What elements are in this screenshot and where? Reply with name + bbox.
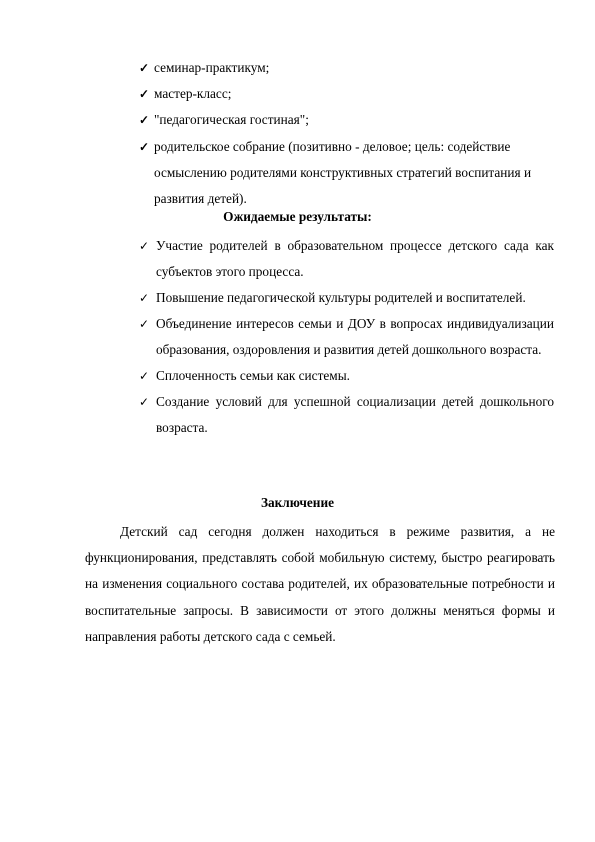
checkmark-icon: ✓ (139, 395, 150, 409)
list-item-text: Участие родителей в образовательном процессе детского сада как субъектов этого процесса. (156, 238, 554, 279)
list-item-text: Создание условий для успешной социализации детей дошкольного возраста. (156, 394, 554, 435)
list-item-text: родительское собрание (позитивно - деловое; цель: содействие осмыслению родителями конструктивных стратегий воспитания и развития детей). (154, 138, 532, 207)
checkmark-icon: ✓ (139, 239, 150, 253)
checkmark-icon: ✓ (139, 113, 150, 128)
checkmark-icon: ✓ (139, 61, 150, 75)
list-item-text: "педагогическая гостиная"; (154, 112, 309, 128)
checkmark-icon: ✓ (139, 317, 150, 331)
checkmark-icon: ✓ (139, 139, 150, 154)
checkmark-icon: ✓ (139, 291, 150, 305)
conclusion-paragraph: Детский сад сегодня должен находиться в режиме развития, а не функционирования, представлять собой мобильную систему, быстро реагировать на изменения социального состава родителей, их образовательные потребности и воспитательные запросы. В зависимости от этого должны меняться формы и направления работы детского сада с семьей. (85, 524, 555, 644)
list-item (139, 363, 554, 389)
list-item-text: Повышение педагогической культуры родителей и воспитателей. (156, 290, 526, 305)
list-item-text: Сплоченность семьи как системы. (156, 368, 350, 383)
list-item-text: Объединение интересов семьи и ДОУ в вопросах индивидуализации образования, оздоровления и развития детей дошкольного возраста. (156, 316, 554, 357)
conclusion-heading: Заключение (260, 495, 335, 510)
list-item (139, 134, 559, 213)
list-item (139, 311, 554, 363)
results-list (139, 233, 554, 441)
checkmark-icon: ✓ (139, 369, 150, 383)
list-item (139, 81, 559, 107)
list-item-text: семинар-практикум; (154, 60, 270, 75)
list-item (139, 107, 559, 133)
list-item (139, 285, 554, 311)
list-item (139, 389, 554, 441)
checkmark-icon: ✓ (139, 87, 150, 102)
list-item (139, 55, 559, 81)
list-item-text: мастер-класс; (154, 86, 232, 102)
results-heading: Ожидаемые результаты: (223, 209, 372, 224)
forms-list (139, 55, 559, 212)
list-item (139, 233, 554, 285)
